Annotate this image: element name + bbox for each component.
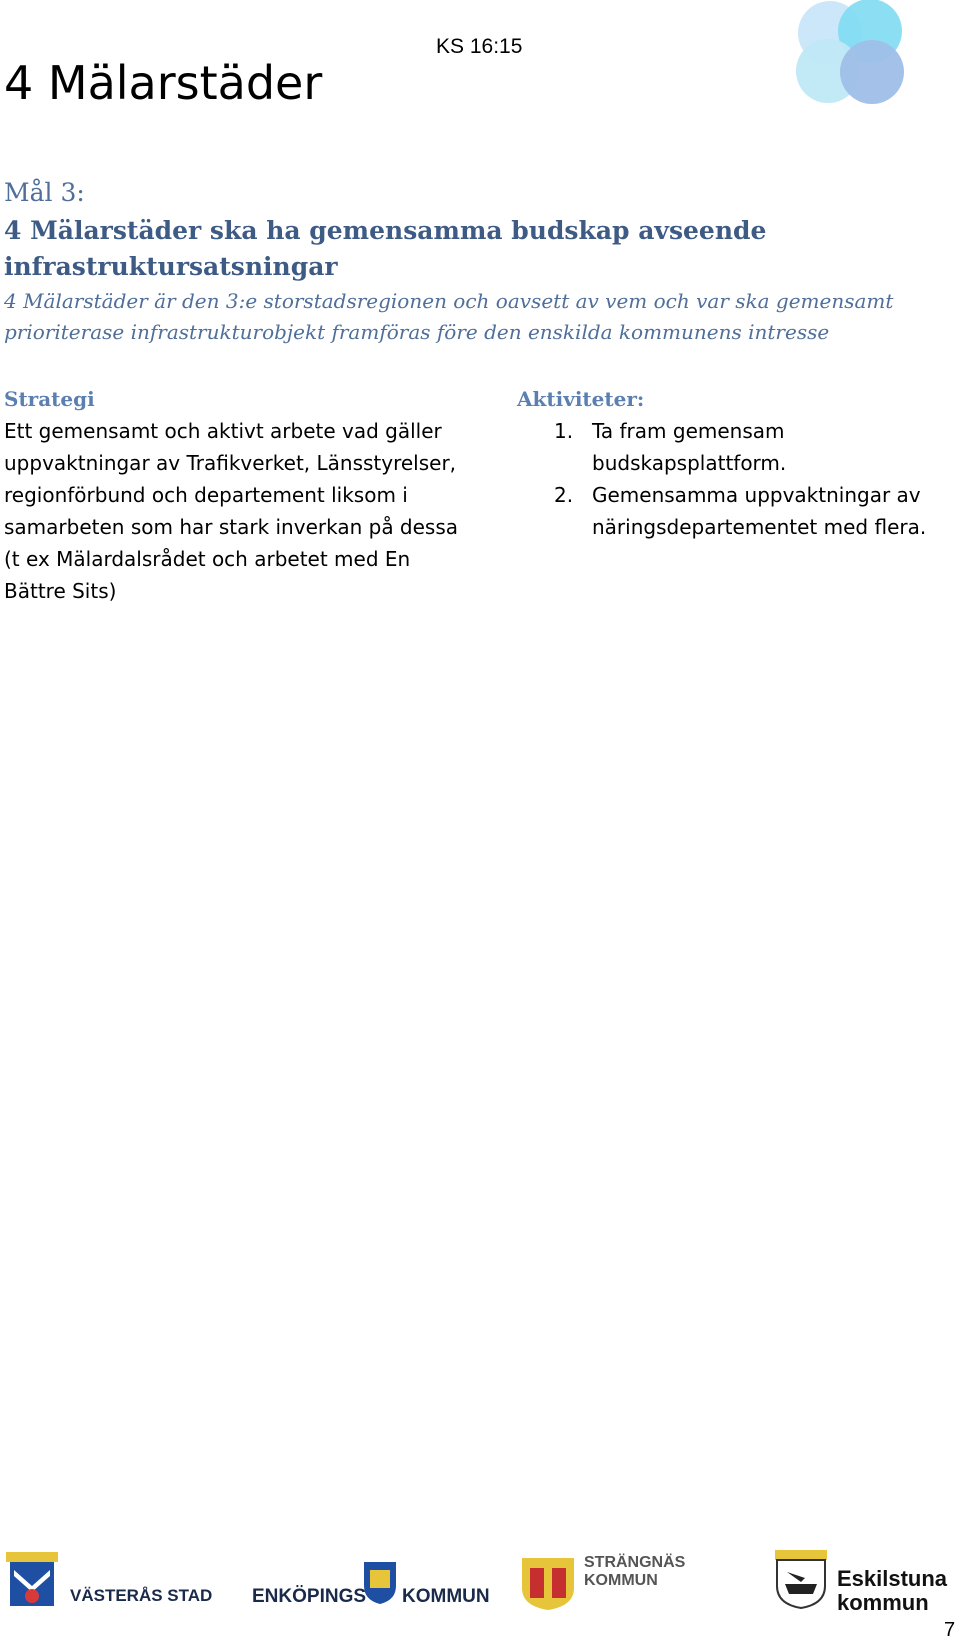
strangnas-crest-icon xyxy=(520,1556,576,1612)
circle-bottom-right xyxy=(840,40,904,104)
goal-description: 4 Mälarstäder är den 3:e storstadsregionen och oavsett av vem och var ska gemensamt prioriterase infrastrukturobjekt framföras före den enskilda kommunens intresse xyxy=(4,289,894,344)
activity-item xyxy=(517,415,957,479)
page-title: 4 Mälarstäder xyxy=(4,56,323,110)
vasteras-crest-icon xyxy=(4,1552,60,1616)
eskilstuna-logo xyxy=(775,1550,960,1620)
activities-heading: Aktiviteter: xyxy=(517,387,645,411)
enkoping-logo-text-2: KOMMUN xyxy=(402,1586,490,1607)
activity-item xyxy=(517,479,957,543)
strangnas-logo xyxy=(520,1550,710,1620)
activity-number: 2. xyxy=(554,483,574,507)
page-number: 7 xyxy=(944,1619,956,1641)
eskilstuna-logo-text: Eskilstuna xyxy=(837,1566,948,1591)
activity-text: Gemensamma uppvaktningar av näringsdepartementet med flera. xyxy=(592,483,927,539)
decorative-circles-icon xyxy=(790,0,915,110)
activity-text: Ta fram gemensam budskapsplattform. xyxy=(592,419,787,475)
activities-list xyxy=(517,415,957,543)
activity-number: 1. xyxy=(554,419,574,443)
goal-title: 4 Mälarstäder ska ha gemensamma budskap avseende infrastruktursatsningar xyxy=(4,216,767,281)
enkoping-logo-text: ENKÖPINGS xyxy=(252,1586,367,1607)
vasteras-logo-text: VÄSTERÅS STAD xyxy=(70,1586,213,1605)
vasteras-logo xyxy=(4,1550,214,1620)
strategy-text: Ett gemensamt och aktivt arbete vad gäller uppvaktningar av Trafikverket, Länsstyrelser, regionförbund och departement liksom i samarbeten som har stark inverkan på dessa (t ex Mälardalsrådet och arbetet med En Bättre Sits) xyxy=(4,419,459,603)
ks-label: KS 16:15 xyxy=(436,35,523,58)
strategy-heading: Strategi xyxy=(4,387,95,411)
enkoping-logo xyxy=(252,1550,492,1620)
strangnas-logo-text: STRÄNGNÄS xyxy=(584,1554,686,1571)
eskilstuna-logo-text-2: kommun xyxy=(837,1590,929,1615)
strangnas-logo-text-2: KOMMUN xyxy=(584,1572,658,1589)
goal-label: Mål 3: xyxy=(4,178,85,207)
enkoping-crest-icon xyxy=(362,1558,398,1606)
eskilstuna-crest-icon xyxy=(775,1550,827,1610)
